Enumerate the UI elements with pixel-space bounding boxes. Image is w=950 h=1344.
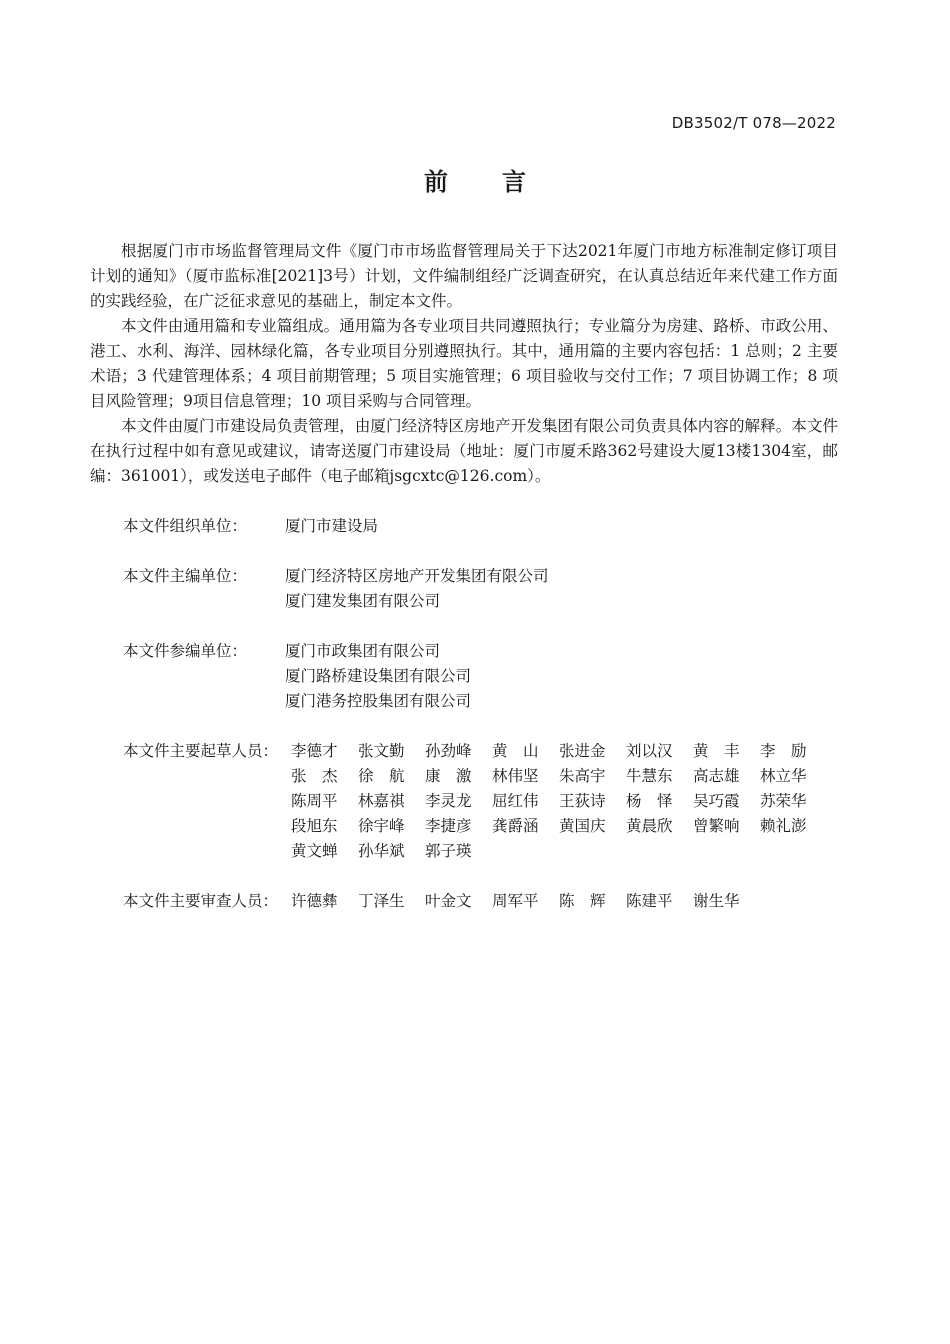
drafter-name: 张进金 xyxy=(559,742,606,760)
drafter-name: 黄晨欣 xyxy=(626,817,673,835)
organizer-values xyxy=(285,514,838,539)
drafter-name: 杨 怿 xyxy=(626,792,673,810)
drafters-label: 本文件主要起草人员： xyxy=(123,742,279,760)
unit-name: 厦门港务控股集团有限公司 xyxy=(285,692,472,710)
drafter-name: 孙华斌 xyxy=(358,842,405,860)
drafter-name: 黄 山 xyxy=(492,742,539,760)
drafter-name: 黄国庆 xyxy=(559,817,606,835)
chief-editor-values xyxy=(285,564,838,614)
reviewer-name: 陈 辉 xyxy=(559,892,606,910)
drafter-name: 康 激 xyxy=(425,767,472,785)
drafter-name: 林伟坚 xyxy=(492,767,539,785)
drafter-name: 李捷彦 xyxy=(425,817,472,835)
drafters-section xyxy=(90,739,838,864)
chief-editor-unit xyxy=(90,564,838,614)
drafter-name: 赖礼澎 xyxy=(760,817,807,835)
drafter-name: 龚爵涵 xyxy=(492,817,539,835)
reviewer-name: 叶金文 xyxy=(425,892,472,910)
reviewer-name: 陈建平 xyxy=(626,892,673,910)
reviewer-name: 许德彝 xyxy=(291,892,338,910)
drafter-name: 徐 航 xyxy=(358,767,405,785)
drafter-name: 李德才 xyxy=(291,742,338,760)
drafter-name: 朱高宇 xyxy=(559,767,606,785)
unit-name: 厦门经济特区房地产开发集团有限公司 xyxy=(285,567,549,585)
organizer-label: 本文件组织单位： xyxy=(123,517,248,535)
drafter-name: 林立华 xyxy=(760,767,807,785)
drafter-name: 郭子瑛 xyxy=(425,842,472,860)
drafter-name: 王荻诗 xyxy=(559,792,606,810)
units-section xyxy=(90,514,838,914)
drafter-name: 陈周平 xyxy=(291,792,338,810)
drafters-list xyxy=(291,739,838,864)
participating-label: 本文件参编单位： xyxy=(123,642,248,660)
reviewers-label: 本文件主要审查人员： xyxy=(123,892,279,910)
unit-name: 厦门市政集团有限公司 xyxy=(285,642,441,660)
organizer-unit xyxy=(90,514,838,539)
drafter-name: 曾繁响 xyxy=(693,817,740,835)
reviewer-name: 谢生华 xyxy=(693,892,740,910)
page-title xyxy=(0,162,950,197)
foreword-content xyxy=(90,239,838,939)
drafter-name: 刘以汉 xyxy=(626,742,673,760)
drafter-name: 高志雄 xyxy=(693,767,740,785)
title-char-1: 前 xyxy=(424,168,448,196)
drafter-name: 牛慧东 xyxy=(626,767,673,785)
paragraph-structure: 本文件由通用篇和专业篇组成。通用篇为各专业项目共同遵照执行；专业篇分为房建、路桥、市政公用、港工、水利、海洋、园林绿化篇，各专业项目分别遵照执行。其中，通用篇的主要内容包括：1 总则；2 主要术语；3 代建管理体系；4 项目前期管理；5 项目实施管理；6 项目验收与交付工作；7 项目协调工作；8 项目风险管理；9项目信息管理；10 项目采购与合同管理。 xyxy=(90,317,838,410)
title-char-2: 言 xyxy=(502,168,526,196)
drafter-name: 孙劲峰 xyxy=(425,742,472,760)
participating-unit xyxy=(90,639,838,714)
unit-name: 厦门路桥建设集团有限公司 xyxy=(285,667,472,685)
reviewer-name: 周军平 xyxy=(492,892,539,910)
drafter-name: 李灵龙 xyxy=(425,792,472,810)
standard-code: DB3502/T 078—2022 xyxy=(671,114,836,132)
drafter-name: 黄 丰 xyxy=(693,742,740,760)
drafter-name: 段旭东 xyxy=(291,817,338,835)
unit-name: 厦门市建设局 xyxy=(285,517,379,535)
drafter-name: 黄文蝉 xyxy=(291,842,338,860)
drafter-name: 吴巧霞 xyxy=(693,792,740,810)
paragraph-management: 本文件由厦门市建设局负责管理，由厦门经济特区房地产开发集团有限公司负责具体内容的解释。本文件在执行过程中如有意见或建议，请寄送厦门市建设局（地址：厦门市厦禾路362号建设大厦13楼1304室，邮编：361001），或发送电子邮件（电子邮箱jsgcxtc@126.com）。 xyxy=(90,417,838,485)
drafter-name: 徐宇峰 xyxy=(358,817,405,835)
reviewer-name: 丁泽生 xyxy=(358,892,405,910)
reviewers-section xyxy=(90,889,838,914)
drafter-name: 张文勤 xyxy=(358,742,405,760)
chief-editor-label: 本文件主编单位： xyxy=(123,567,248,585)
drafter-name: 李 励 xyxy=(760,742,807,760)
drafter-name: 林嘉祺 xyxy=(358,792,405,810)
paragraph-basis: 根据厦门市市场监督管理局文件《厦门市市场监督管理局关于下达2021年厦门市地方标准制定修订项目计划的通知》（厦市监标准[2021]3号）计划，文件编制组经广泛调查研究，在认真总结近年来代建工作方面的实践经验，在广泛征求意见的基础上，制定本文件。 xyxy=(90,242,838,310)
reviewers-list xyxy=(291,889,838,914)
unit-name: 厦门建发集团有限公司 xyxy=(285,592,441,610)
drafter-name: 张 杰 xyxy=(291,767,338,785)
drafter-name: 屈红伟 xyxy=(492,792,539,810)
drafter-name: 苏荣华 xyxy=(760,792,807,810)
participating-values xyxy=(285,639,838,714)
